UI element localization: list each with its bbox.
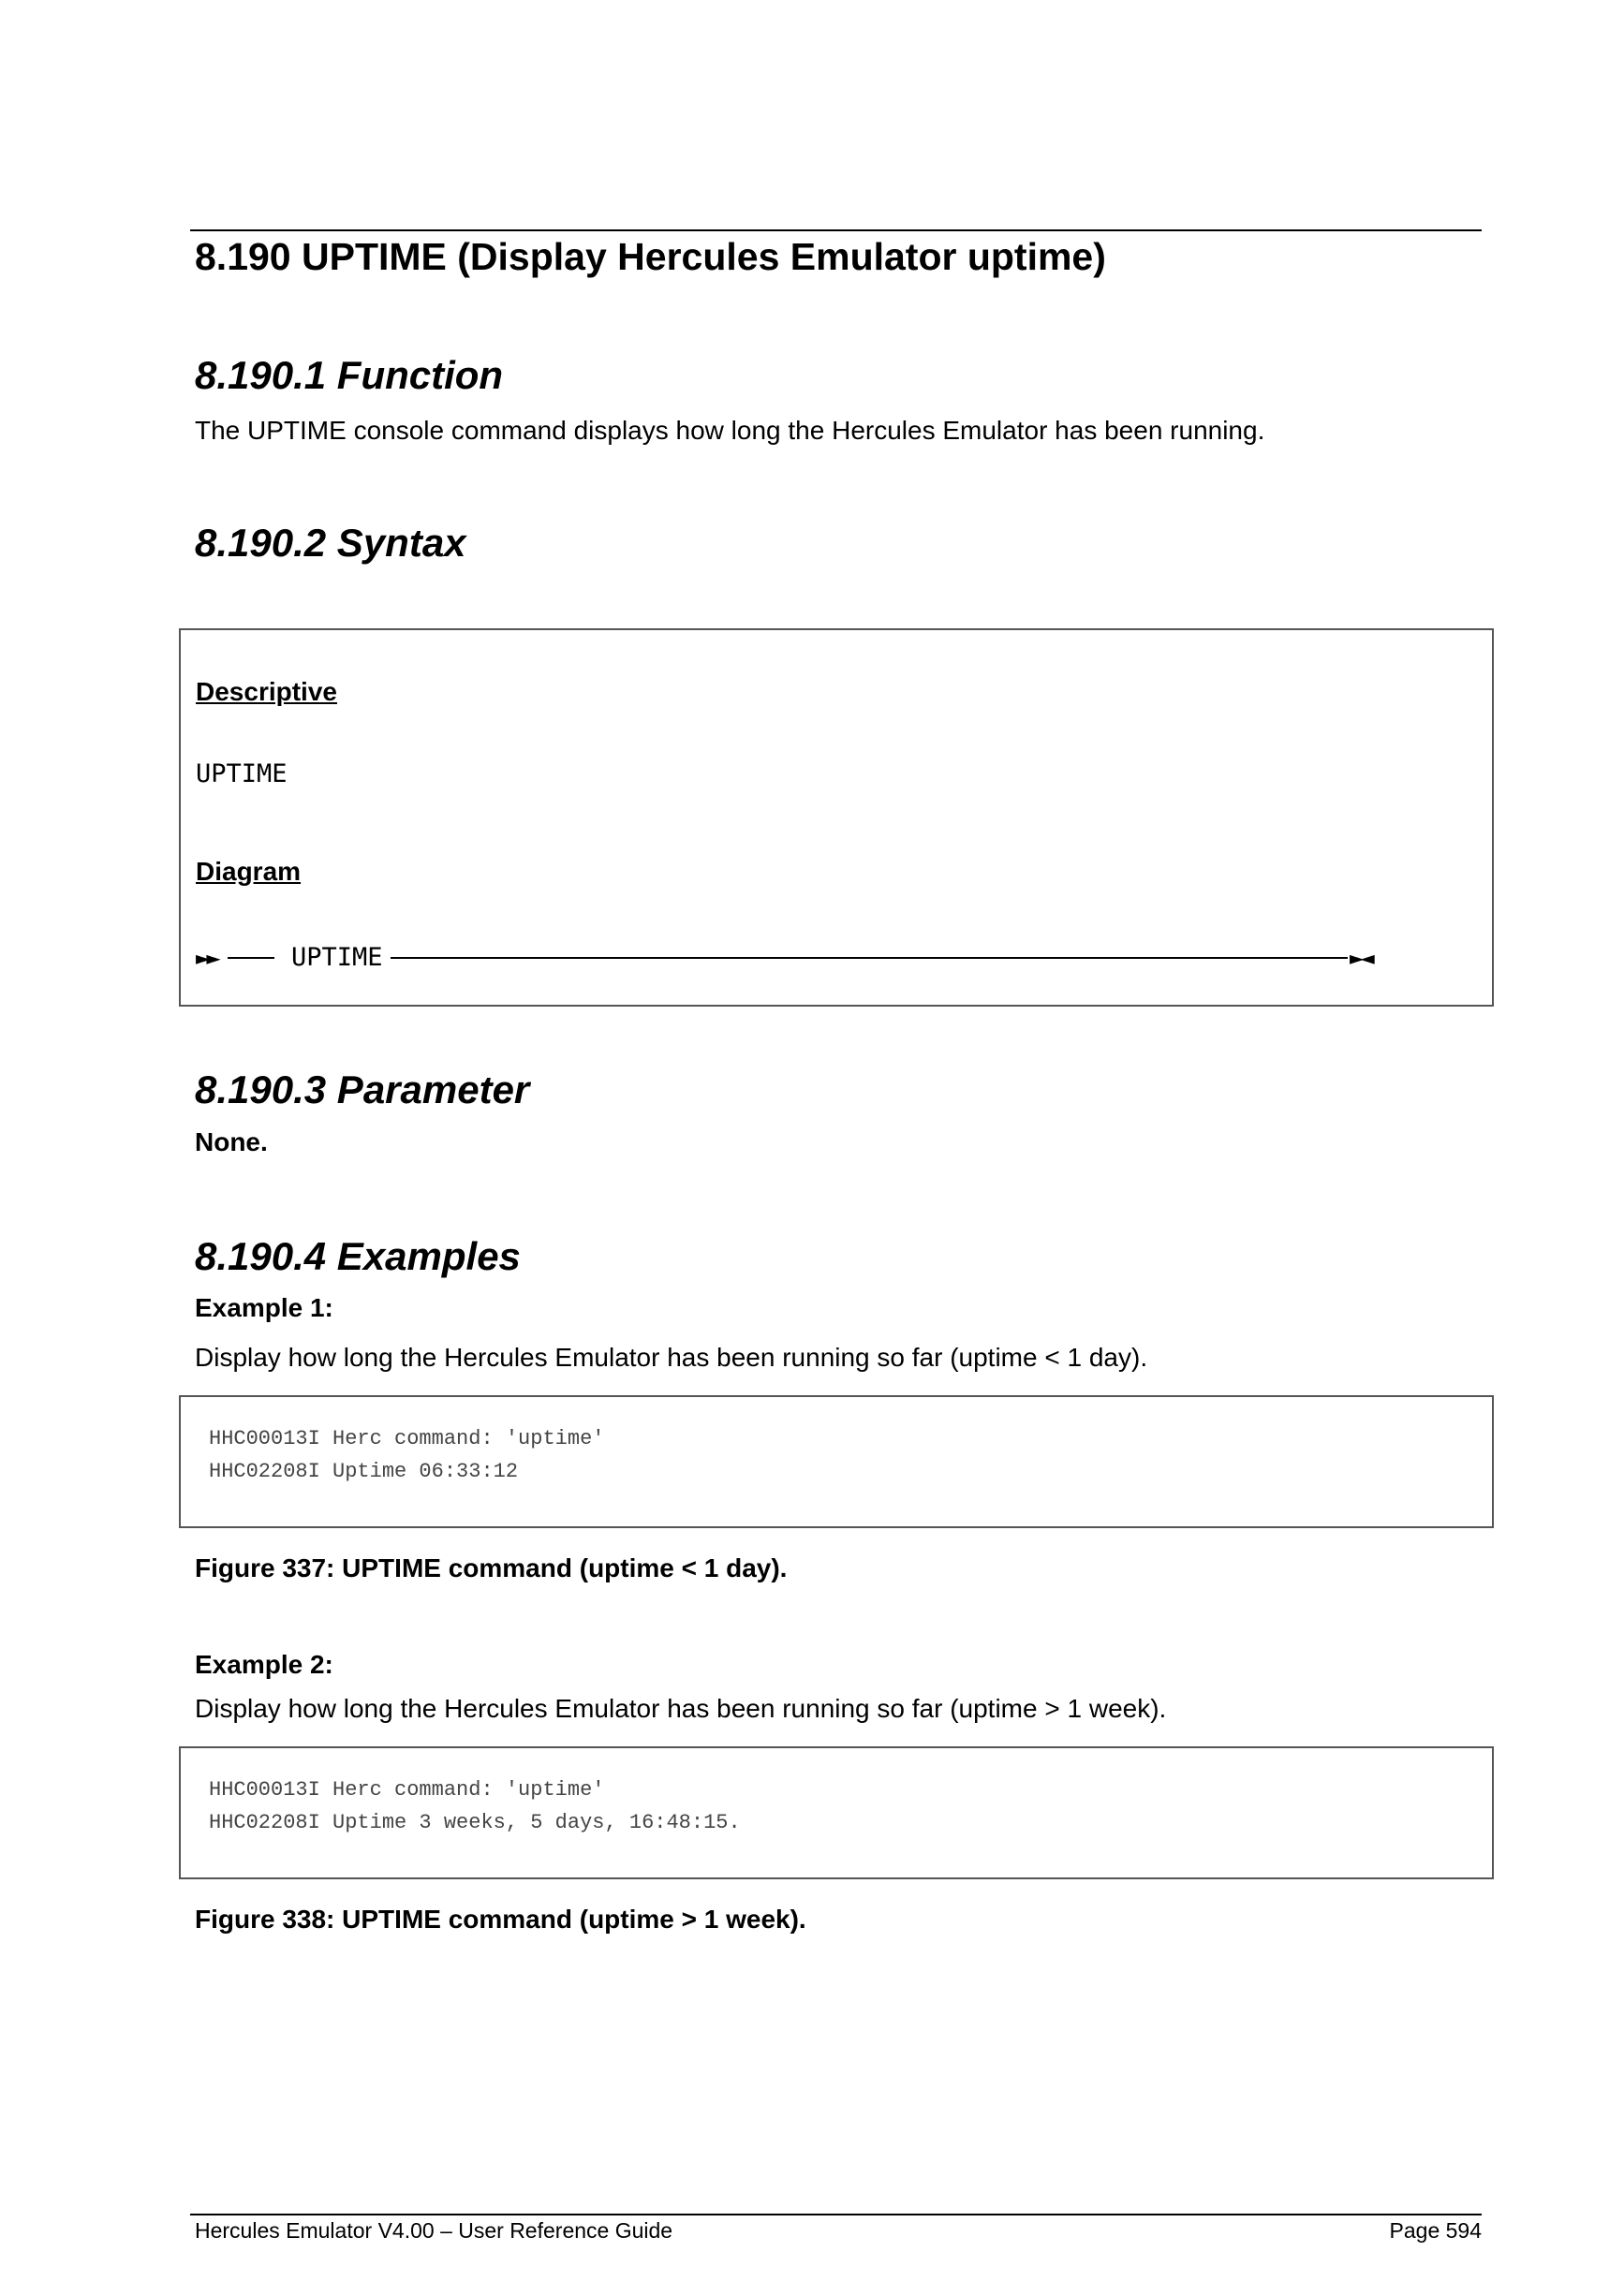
- diagram-line-right: [391, 957, 1348, 959]
- example-1-code-box: [179, 1395, 1494, 1528]
- syntax-diagram: [196, 939, 1376, 977]
- diagram-end-marker: ►◄: [1350, 947, 1371, 969]
- example-2-description: Display how long the Hercules Emulator has been running so far (uptime > 1 week).: [195, 1694, 1167, 1723]
- diagram-start-marker: ►►: [196, 947, 217, 969]
- example-1-label: Example 1:: [195, 1293, 333, 1322]
- example-2-code-box: [179, 1746, 1494, 1879]
- parameter-text: None.: [195, 1127, 268, 1156]
- example-2-code-line: HHC02208I Uptime 3 weeks, 5 days, 16:48:15.: [209, 1811, 741, 1834]
- descriptive-label: Descriptive: [196, 677, 337, 706]
- footer-doc-title: Hercules Emulator V4.00 – User Reference Guide: [195, 2218, 673, 2243]
- example-2-code-line: HHC00013I Herc command: 'uptime': [209, 1778, 605, 1802]
- example-1-code-line: HHC00013I Herc command: 'uptime': [209, 1427, 605, 1450]
- syntax-heading: 8.190.2 Syntax: [195, 521, 466, 565]
- syntax-box: [179, 628, 1494, 1007]
- diagram-keyword: UPTIME: [286, 939, 389, 977]
- example-2-label: Example 2:: [195, 1650, 333, 1679]
- example-1-description: Display how long the Hercules Emulator has been running so far (uptime < 1 day).: [195, 1343, 1148, 1372]
- examples-heading: 8.190.4 Examples: [195, 1234, 521, 1278]
- parameter-heading: 8.190.3 Parameter: [195, 1067, 530, 1111]
- figure-338-caption: Figure 338: UPTIME command (uptime > 1 week).: [195, 1905, 806, 1934]
- diagram-label: Diagram: [196, 857, 302, 886]
- function-text: The UPTIME console command displays how long the Hercules Emulator has been running.: [195, 416, 1265, 445]
- diagram-line-left: [228, 957, 274, 959]
- footer-page-number: Page 594: [1389, 2218, 1482, 2243]
- descriptive-syntax: UPTIME: [196, 759, 288, 788]
- figure-337-caption: Figure 337: UPTIME command (uptime < 1 day).: [195, 1553, 788, 1582]
- example-1-code-line: HHC02208I Uptime 06:33:12: [209, 1460, 519, 1483]
- section-title: 8.190 UPTIME (Display Hercules Emulator uptime): [195, 235, 1106, 278]
- function-heading: 8.190.1 Function: [195, 353, 504, 397]
